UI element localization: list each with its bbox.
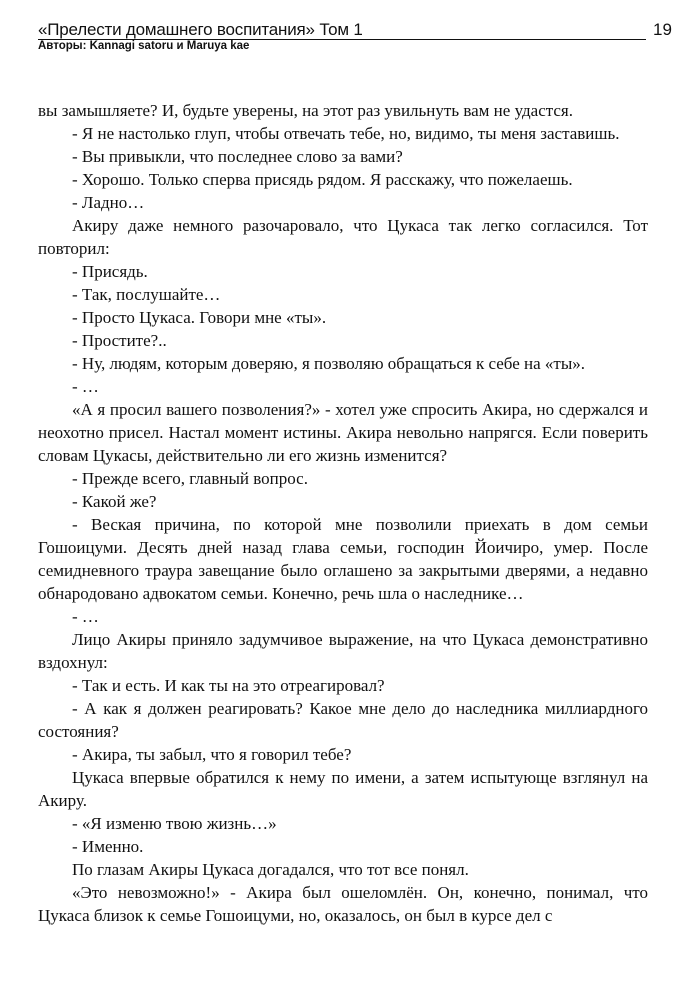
paragraph: Цукаса впервые обратился к нему по имени, а затем испытующе взглянул на Акиру. bbox=[38, 768, 648, 810]
book-title: «Прелести домашнего воспитания» Том 1 bbox=[38, 20, 363, 39]
paragraph: - Так и есть. И как ты на это отреагировал? bbox=[72, 676, 385, 695]
paragraph: Лицо Акиры приняло задумчивое выражение, на что Цукаса демонстративно вздохнул: bbox=[38, 630, 648, 672]
paragraph: - Просто Цукаса. Говори мне «ты». bbox=[72, 308, 327, 327]
paragraph: - Именно. bbox=[72, 837, 144, 856]
paragraph: - Веская причина, по которой мне позволили приехать в дом семьи Гошоицуми. Десять дней назад глава семьи, господин Йоичиро, умер. После семидневного траура завещание было оглашено за закрытыми дверями, а недавно обнародовано адвокатом семьи. Конечно, речь шла о наследнике… bbox=[38, 515, 648, 603]
paragraph: - «Я изменю твою жизнь…» bbox=[72, 814, 277, 833]
paragraph: - Простите?.. bbox=[72, 331, 167, 350]
page-body bbox=[38, 99, 648, 927]
paragraph: По глазам Акиры Цукаса догадался, что тот все понял. bbox=[72, 860, 469, 879]
page-header bbox=[38, 18, 646, 58]
paragraph: - Присядь. bbox=[72, 262, 148, 281]
paragraph: - Акира, ты забыл, что я говорил тебе? bbox=[72, 745, 352, 764]
paragraph: - А как я должен реагировать? Какое мне дело до наследника миллиардного состояния? bbox=[38, 699, 648, 741]
paragraph: - Ладно… bbox=[72, 193, 145, 212]
paragraph: «А я просил вашего позволения?» - хотел уже спросить Акира, но сдержался и неохотно присел. Настал момент истины. Акира невольно напрягся. Если поверить словам Цукасы, действительно ли его жизнь изменится? bbox=[38, 400, 648, 465]
paragraph: Акиру даже немного разочаровало, что Цукаса так легко согласился. Тот повторил: bbox=[38, 216, 648, 258]
page-number: 19 bbox=[653, 20, 672, 39]
paragraph: - Хорошо. Только сперва присядь рядом. Я расскажу, что пожелаешь. bbox=[72, 170, 573, 189]
paragraph: - Так, послушайте… bbox=[72, 285, 221, 304]
paragraph: - Ну, людям, которым доверяю, я позволяю обращаться к себе на «ты». bbox=[72, 354, 586, 373]
paragraph: вы замышляете? И, будьте уверены, на этот раз увильнуть вам не удастся. bbox=[38, 101, 573, 120]
paragraph: «Это невозможно!» - Акира был ошеломлён. Он, конечно, понимал, что Цукаса близок к семье Гошоицуми, но, оказалось, он был в курсе дел с bbox=[38, 883, 648, 925]
book-authors: Авторы: Kannagi satoru и Maruya kae bbox=[38, 40, 250, 52]
paragraph: - … bbox=[72, 377, 99, 396]
paragraph: - Вы привыкли, что последнее слово за вами? bbox=[72, 147, 403, 166]
paragraph: - Я не настолько глуп, чтобы отвечать тебе, но, видимо, ты меня заставишь. bbox=[72, 124, 620, 143]
paragraph: - Какой же? bbox=[72, 492, 157, 511]
paragraph: - … bbox=[72, 607, 99, 626]
paragraph: - Прежде всего, главный вопрос. bbox=[72, 469, 308, 488]
